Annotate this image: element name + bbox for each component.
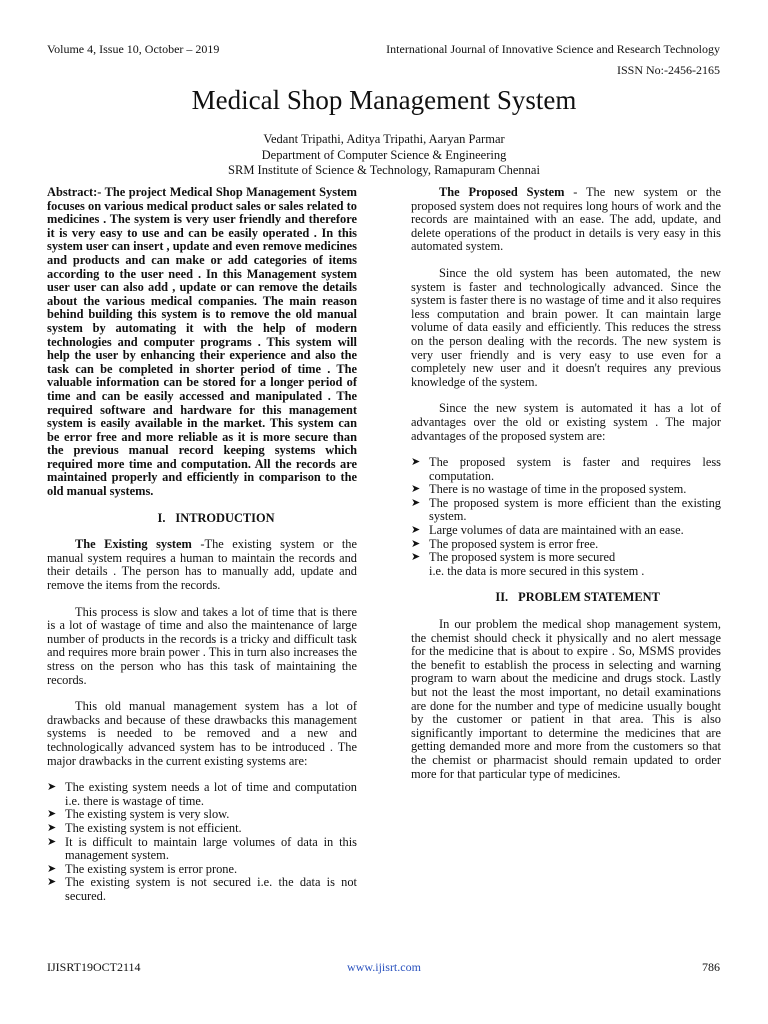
issn: ISSN No:-2456-2165: [616, 63, 720, 77]
section-heading-problem-statement: [411, 591, 721, 605]
paper-title: Medical Shop Management System: [191, 85, 577, 115]
section-heading-introduction: [47, 512, 357, 526]
intro-paragraph-3: This old manual management system has a lot of drawbacks and because of these drawbacks this management systems is needed to be removed and a new and technologically advanced system has to be introduced . The major drawbacks in the current existing systems are:: [47, 699, 357, 768]
list-item: ➤ Large volumes of data are maintained with an ease.: [411, 523, 684, 538]
arrow-bullet-icon: ➤: [47, 835, 57, 848]
existing-system-text: -The existing system or the manual system requires a human to maintain the records and their details . The person has to manually add, update and remove the items from the records.: [47, 537, 357, 593]
right-column: [411, 186, 721, 794]
proposed-system-text: - The new system or the proposed system does not requires long hours of work and the records are maintained with an ease. The add, update, and delete operations of the product in details is very easy in this automated system.: [411, 185, 721, 254]
proposed-system-lead: The Proposed System: [439, 185, 565, 199]
arrow-bullet-icon: ➤: [47, 821, 57, 834]
author-block: [0, 132, 768, 179]
advantage-continuation: i.e. the data is more secured in this system .: [429, 563, 645, 578]
list-item: ➤ The proposed system is more secured i.e. the data is more secured in this system .: [411, 551, 721, 578]
existing-system-paragraph: [47, 538, 357, 592]
left-column: [47, 186, 357, 917]
list-item: ➤ The existing system is not secured i.e. the data is not secured.: [47, 875, 357, 903]
author-institute: SRM Institute of Science & Technology, Ramapuram Chennai: [228, 163, 540, 177]
arrow-bullet-icon: ➤: [411, 456, 421, 469]
advantages-list: [411, 456, 721, 578]
arrow-bullet-icon: ➤: [47, 781, 57, 794]
intro-paragraph-2: This process is slow and takes a lot of time that is there is a lot of wastage of time and also the maintenance of large number of products in the records is a tricky and difficult task and requires more brain power . This in turn also increases the stress on the person who has this task of maintaining the records.: [47, 604, 357, 687]
proposed-system-paragraph: [411, 186, 721, 254]
author-department: Department of Computer Science & Engineering: [261, 147, 507, 162]
abstract: Abstract:- The project Medical Shop Management System focuses on various medical product sales or sales related to medicines . The system is very user friendly and therefore it is very easy to use and can be easily operated . In this system user can insert , update and even remove medicines and products and can make or add categories of items according to the user need . In this Management system user user can also add , update or can remove the details about the various medical companies. The main reason behind building this system is to remove the old manual system by automating it with the help of modern technologies and computer programs . This system will help the user by enhancing their experience and also the task can be completed in shorter period of time . The valuable information can be stored for a longer period of time and can be easily accessed and manipulated . The required software and hardware for this management system is easily available in the market. This system can be error free and more reliable as it is more secure than the previous manual record keeping systems which required more time and computation. All the records are maintained properly and efficiently in comparison to the old manual systems.: [47, 185, 357, 499]
page-number: 786: [702, 960, 720, 974]
list-item: ➤ The existing system needs a lot of time and computation i.e. there is wastage of time.: [47, 780, 357, 808]
list-item: ➤ The proposed system is more efficient than the existing system.: [411, 495, 721, 524]
list-item: ➤ The proposed system is faster and requires less computation.: [411, 455, 721, 483]
list-item: ➤ It is difficult to maintain large volumes of data in this management system.: [47, 834, 357, 863]
list-item: ➤ There is no wastage of time in the proposed system.: [411, 482, 687, 497]
section-title: PROBLEM STATEMENT: [518, 590, 660, 605]
section-title: INTRODUCTION: [175, 510, 275, 525]
proposed-paragraph-2: Since the old system has been automated, the new system is faster and technologically advanced. Since the system is faster there is no wastage of time and it also requires less computation and brain power. It can maintain large volume of data easily and efficiently. This reduces the stress on the person dealing with the records. The new system is very user friendly and is very easy to use even for a completely new user and it doesn't requires any previous knowledge of the system.: [411, 265, 721, 389]
list-item: ➤ The existing system is not efficient.: [47, 820, 242, 835]
arrow-bullet-icon: ➤: [411, 537, 421, 550]
existing-system-lead: The Existing system: [75, 537, 192, 552]
list-item: ➤ The proposed system is error free.: [411, 536, 599, 551]
section-number: II.: [495, 590, 509, 605]
arrow-bullet-icon: ➤: [411, 483, 421, 496]
list-item: ➤ The existing system is error prone.: [47, 861, 238, 876]
arrow-bullet-icon: ➤: [411, 551, 421, 564]
arrow-bullet-icon: ➤: [411, 496, 421, 509]
problem-statement-paragraph: In our problem the medical shop management system, the chemist should check it physically and no alert message for the medicine that is about to expire . So, MSMS provides the benefit to establish the process in selecting and warning program to warn about the medicine and drugs stock. Lastly but not the least the most important, no detail examinations are done for the number and type of medicine usually bought by the customer or patient in that area. This is also significantly important to determine the medicines that are getting demanded more and more from the customers so that the chemist or pharmacist should remain updated to order more for that particular type of medicines.: [411, 617, 721, 781]
proposed-paragraph-3: Since the new system is automated it has a lot of advantages over the old or existing system . The major advantages of the proposed system are:: [411, 401, 721, 443]
arrow-bullet-icon: ➤: [411, 524, 421, 537]
arrow-bullet-icon: ➤: [47, 862, 57, 875]
arrow-bullet-icon: ➤: [47, 808, 57, 821]
author-names: Vedant Tripathi, Aditya Tripathi, Aaryan Parmar: [263, 132, 505, 146]
journal-name: International Journal of Innovative Science and Research Technology: [386, 42, 720, 56]
drawbacks-list: [47, 781, 357, 903]
website-link[interactable]: www.ijisrt.com: [347, 960, 421, 974]
list-item: ➤ The existing system is very slow.: [47, 807, 230, 822]
section-number: I.: [157, 510, 166, 525]
paper-id: IJISRT19OCT2114: [47, 960, 141, 974]
volume-info: Volume 4, Issue 10, October – 2019: [47, 42, 220, 56]
arrow-bullet-icon: ➤: [47, 876, 57, 889]
